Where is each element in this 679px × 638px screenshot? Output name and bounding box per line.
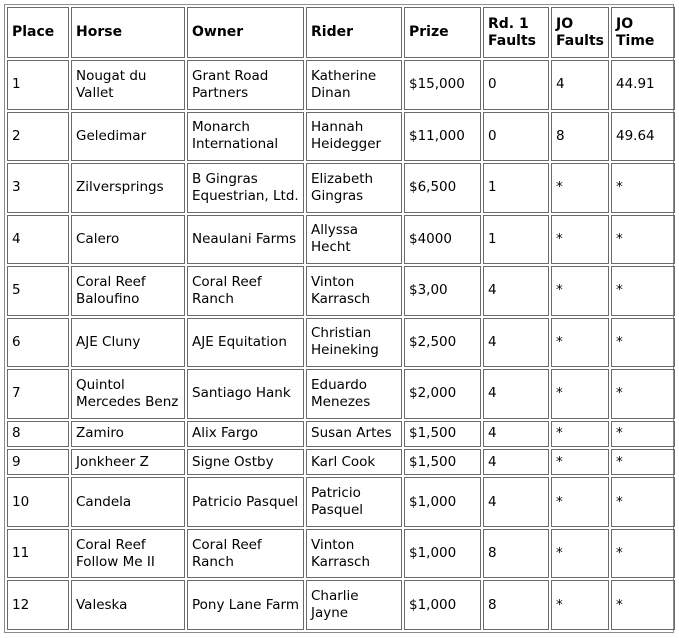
cell-horse: Valeska [71, 580, 185, 630]
header-horse: Horse [71, 7, 185, 58]
cell-rd1-faults: 4 [483, 477, 549, 527]
cell-place: 10 [7, 477, 69, 527]
cell-owner: Patricio Pasquel [187, 477, 304, 527]
cell-rd1-faults: 0 [483, 60, 549, 110]
cell-jo-faults: * [551, 477, 609, 527]
cell-rider: Vinton Karrasch [306, 529, 402, 579]
cell-horse: Candela [71, 477, 185, 527]
cell-rider: Katherine Dinan [306, 60, 402, 110]
cell-prize: $2,500 [404, 318, 481, 368]
cell-horse: Geledimar [71, 112, 185, 162]
cell-owner: Alix Fargo [187, 421, 304, 447]
cell-prize: $1,000 [404, 580, 481, 630]
cell-place: 6 [7, 318, 69, 368]
cell-place: 1 [7, 60, 69, 110]
cell-prize: $4000 [404, 215, 481, 265]
cell-prize: $6,500 [404, 163, 481, 213]
cell-rd1-faults: 1 [483, 163, 549, 213]
cell-rd1-faults: 4 [483, 266, 549, 316]
cell-rider: Vinton Karrasch [306, 266, 402, 316]
cell-jo-faults: * [551, 266, 609, 316]
cell-place: 9 [7, 449, 69, 475]
table-row [7, 580, 675, 630]
header-jo-time: JO Time [611, 7, 675, 58]
cell-rider: Karl Cook [306, 449, 402, 475]
cell-jo-time: * [611, 369, 675, 419]
cell-jo-time: * [611, 215, 675, 265]
cell-rd1-faults: 8 [483, 529, 549, 579]
table-row [7, 112, 675, 162]
header-prize: Prize [404, 7, 481, 58]
cell-place: 8 [7, 421, 69, 447]
cell-horse: AJE Cluny [71, 318, 185, 368]
cell-rd1-faults: 4 [483, 318, 549, 368]
table-row [7, 421, 675, 447]
cell-owner: Santiago Hank [187, 369, 304, 419]
cell-horse: Coral Reef Follow Me II [71, 529, 185, 579]
cell-jo-faults: * [551, 529, 609, 579]
cell-horse: Jonkheer Z [71, 449, 185, 475]
cell-jo-faults: * [551, 449, 609, 475]
cell-owner: Monarch International [187, 112, 304, 162]
cell-rider: Patricio Pasquel [306, 477, 402, 527]
cell-horse: Coral Reef Baloufino [71, 266, 185, 316]
cell-jo-faults: 8 [551, 112, 609, 162]
cell-prize: $2,000 [404, 369, 481, 419]
cell-owner: B Gingras Equestrian, Ltd. [187, 163, 304, 213]
cell-jo-time: * [611, 318, 675, 368]
table-row [7, 449, 675, 475]
cell-jo-faults: 4 [551, 60, 609, 110]
table-row [7, 215, 675, 265]
table-row [7, 163, 675, 213]
cell-place: 3 [7, 163, 69, 213]
cell-jo-time: * [611, 529, 675, 579]
cell-place: 7 [7, 369, 69, 419]
cell-owner: Coral Reef Ranch [187, 529, 304, 579]
header-rd1-faults: Rd. 1 Faults [483, 7, 549, 58]
cell-owner: Coral Reef Ranch [187, 266, 304, 316]
cell-owner: Pony Lane Farm [187, 580, 304, 630]
cell-prize: $11,000 [404, 112, 481, 162]
cell-prize: $1,000 [404, 477, 481, 527]
cell-place: 5 [7, 266, 69, 316]
cell-rd1-faults: 8 [483, 580, 549, 630]
cell-rider: Charlie Jayne [306, 580, 402, 630]
cell-prize: $1,500 [404, 449, 481, 475]
cell-rd1-faults: 4 [483, 449, 549, 475]
cell-rider: Allyssa Hecht [306, 215, 402, 265]
cell-rd1-faults: 0 [483, 112, 549, 162]
cell-jo-faults: * [551, 580, 609, 630]
cell-jo-faults: * [551, 215, 609, 265]
cell-prize: $1,500 [404, 421, 481, 447]
cell-jo-time: 49.64 [611, 112, 675, 162]
cell-horse: Quintol Mercedes Benz [71, 369, 185, 419]
cell-jo-faults: * [551, 421, 609, 447]
results-table-frame [4, 4, 674, 633]
cell-owner: Grant Road Partners [187, 60, 304, 110]
cell-place: 2 [7, 112, 69, 162]
cell-horse: Zilversprings [71, 163, 185, 213]
header-row [7, 7, 675, 58]
table-row [7, 477, 675, 527]
cell-owner: Signe Ostby [187, 449, 304, 475]
cell-jo-time: 44.91 [611, 60, 675, 110]
cell-jo-time: * [611, 266, 675, 316]
header-jo-faults: JO Faults [551, 7, 609, 58]
cell-jo-time: * [611, 580, 675, 630]
cell-rider: Hannah Heidegger [306, 112, 402, 162]
cell-rd1-faults: 4 [483, 421, 549, 447]
header-owner: Owner [187, 7, 304, 58]
table-row [7, 60, 675, 110]
table-row [7, 529, 675, 579]
results-table [5, 5, 677, 632]
cell-jo-faults: * [551, 318, 609, 368]
cell-rider: Eduardo Menezes [306, 369, 402, 419]
cell-prize: $15,000 [404, 60, 481, 110]
cell-rider: Susan Artes [306, 421, 402, 447]
table-row [7, 318, 675, 368]
cell-rider: Christian Heineking [306, 318, 402, 368]
table-row [7, 369, 675, 419]
cell-place: 4 [7, 215, 69, 265]
cell-prize: $3,00 [404, 266, 481, 316]
cell-place: 12 [7, 580, 69, 630]
cell-jo-time: * [611, 421, 675, 447]
cell-rider: Elizabeth Gingras [306, 163, 402, 213]
cell-jo-faults: * [551, 163, 609, 213]
cell-owner: Neaulani Farms [187, 215, 304, 265]
cell-horse: Nougat du Vallet [71, 60, 185, 110]
table-row [7, 266, 675, 316]
cell-owner: AJE Equitation [187, 318, 304, 368]
cell-jo-time: * [611, 163, 675, 213]
cell-horse: Zamiro [71, 421, 185, 447]
cell-place: 11 [7, 529, 69, 579]
cell-jo-faults: * [551, 369, 609, 419]
cell-rd1-faults: 4 [483, 369, 549, 419]
header-place: Place [7, 7, 69, 58]
header-rider: Rider [306, 7, 402, 58]
cell-prize: $1,000 [404, 529, 481, 579]
cell-jo-time: * [611, 477, 675, 527]
cell-horse: Calero [71, 215, 185, 265]
cell-jo-time: * [611, 449, 675, 475]
cell-rd1-faults: 1 [483, 215, 549, 265]
